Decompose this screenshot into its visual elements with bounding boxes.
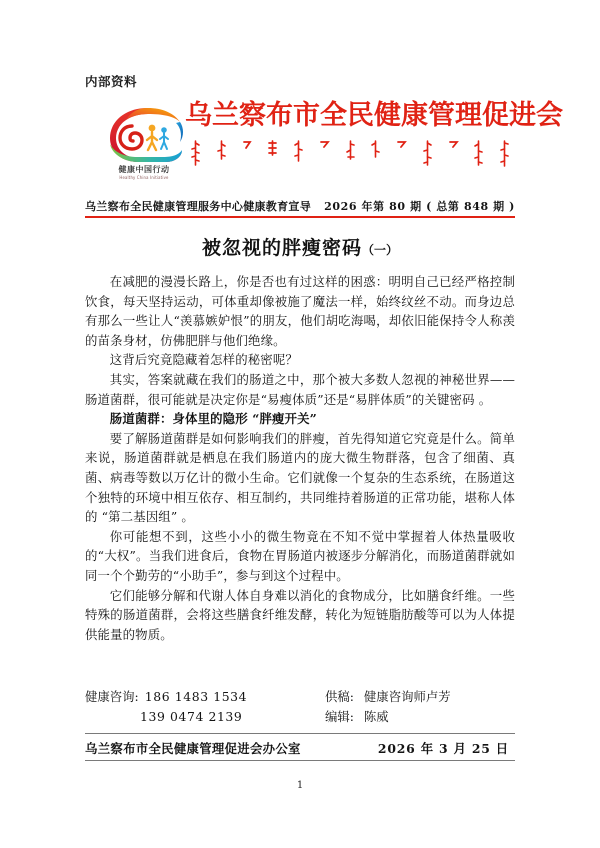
footer-divider-top: [85, 733, 515, 734]
page-content-area: [85, 0, 563, 848]
issue-number: 2026 年第 80 期 ( 总第 848 期 ): [324, 200, 515, 213]
paragraph: 这背后究竟隐藏着怎样的秘密呢？: [109, 352, 298, 368]
paragraph: 你可能想不到，这些小小的微生物竟在不知不觉中掌握着人体热量吸收的“大权”。当我们进食后，食物在胃肠道内被逐步分解消化，而肠道菌群就如同一个个勤劳的“小助手”，参与到这个过程中。: [85, 528, 515, 583]
mongolian-column: [395, 140, 408, 149]
contributor-value: 健康咨询师卢芳: [363, 689, 451, 704]
mongolian-column: [447, 140, 460, 149]
mongolian-column: [189, 140, 202, 166]
paragraph: 其实，答案就藏在我们的肠道之中，那个被大多数人忽视的神秘世界——肠道菌群，很可能就是决定你是“易瘦体质”还是“易胖体质”的关键密码 。: [85, 371, 515, 407]
paragraph: 它们能够分解和代谢人体自身难以消化的食物成分，比如膳食纤维。一些特殊的肠道菌群，会将这些膳食纤维发酵，转化为短链脂肪酸等可以为人体提供能量的物质。: [85, 587, 515, 642]
contact-row: [85, 707, 515, 727]
mongolian-column: [292, 140, 305, 162]
page-number: 1: [296, 780, 304, 791]
mongolian-column: [318, 140, 331, 149]
article-title: [85, 233, 515, 260]
article-title-main: 被忽视的胖瘦密码: [201, 237, 362, 259]
paragraph: 在减肥的漫漫长路上，你是否也有过这样的困惑：明明自己已经严格控制饮食，每天坚持运动，可体重却像被施了魔法一样，始终纹丝不动。而身边总有那么一些让人“羡慕嫉妒恨”的朋友，他们胡吃海喝，却依旧能保持令人称羡的苗条身材，仿佛肥胖与他们绝缘。: [85, 274, 515, 348]
logo-caption-en: Healthy China Initiative: [119, 174, 169, 180]
contact-block: [85, 687, 515, 727]
organization-logo: [100, 102, 188, 194]
footer-row: [85, 739, 515, 757]
organization-title: 乌兰察布市全民健康管理促进会: [185, 100, 563, 131]
editor-line: [325, 707, 389, 727]
mongolian-column: [266, 140, 279, 156]
footer-office: 乌兰察布市全民健康管理促进会办公室: [85, 741, 301, 756]
healthy-china-initiative-logo-icon: [100, 102, 188, 168]
health-consult-phone-secondary: 139 0474 2139: [140, 709, 243, 724]
issue-source: 乌兰察布全民健康管理服务中心健康教育宣导: [85, 200, 311, 213]
mongolian-column: [344, 140, 357, 160]
masthead: [85, 100, 563, 196]
mongolian-column: [498, 140, 511, 167]
masthead-red-divider: [85, 216, 515, 218]
mongolian-script-row: [185, 140, 515, 167]
issue-line: [85, 198, 515, 214]
logo-caption: [100, 166, 188, 180]
health-consult-label: 健康咨询:: [85, 689, 139, 704]
mongolian-column: [215, 140, 228, 160]
mongolian-column: [421, 140, 434, 166]
mongolian-column: [472, 140, 485, 166]
health-consult-line: [85, 687, 325, 707]
section-subheading: 肠道菌群：身体里的隐形 “胖瘦开关”: [109, 411, 317, 427]
paragraph: 要了解肠道菌群是如何影响我们的胖瘦，首先得知道它究竟是什么。简单来说，肠道菌群就是栖息在我们肠道内的庞大微生物群落，包含了细菌、真菌、病毒等数以万亿计的微小生命。它们就像一个复杂的生态系统，在肠道这个独特的环境中相互依存、相互制约，共同维持着肠道的正常功能，堪称人体的 “第二基因组” 。: [85, 430, 515, 525]
contributor-label: 供稿:: [325, 689, 354, 704]
contact-row: [85, 687, 515, 707]
editor-label: 编辑:: [325, 709, 354, 724]
health-consult-second-line: [85, 707, 325, 727]
editor-value: 陈威: [363, 709, 389, 724]
mongolian-column: [369, 140, 382, 158]
article-body: [85, 272, 515, 644]
contributor-line: [325, 687, 451, 707]
logo-caption-cn: 健康中国行动: [118, 165, 170, 174]
mongolian-column: [241, 140, 254, 150]
footer-date: 2026 年 3 月 25 日: [377, 741, 509, 756]
health-consult-phone-primary: 186 1483 1534: [144, 689, 248, 704]
internal-material-label: 内部资料: [85, 74, 138, 89]
article-title-serial: （一）: [362, 243, 399, 257]
footer-divider-bottom: [85, 760, 515, 761]
